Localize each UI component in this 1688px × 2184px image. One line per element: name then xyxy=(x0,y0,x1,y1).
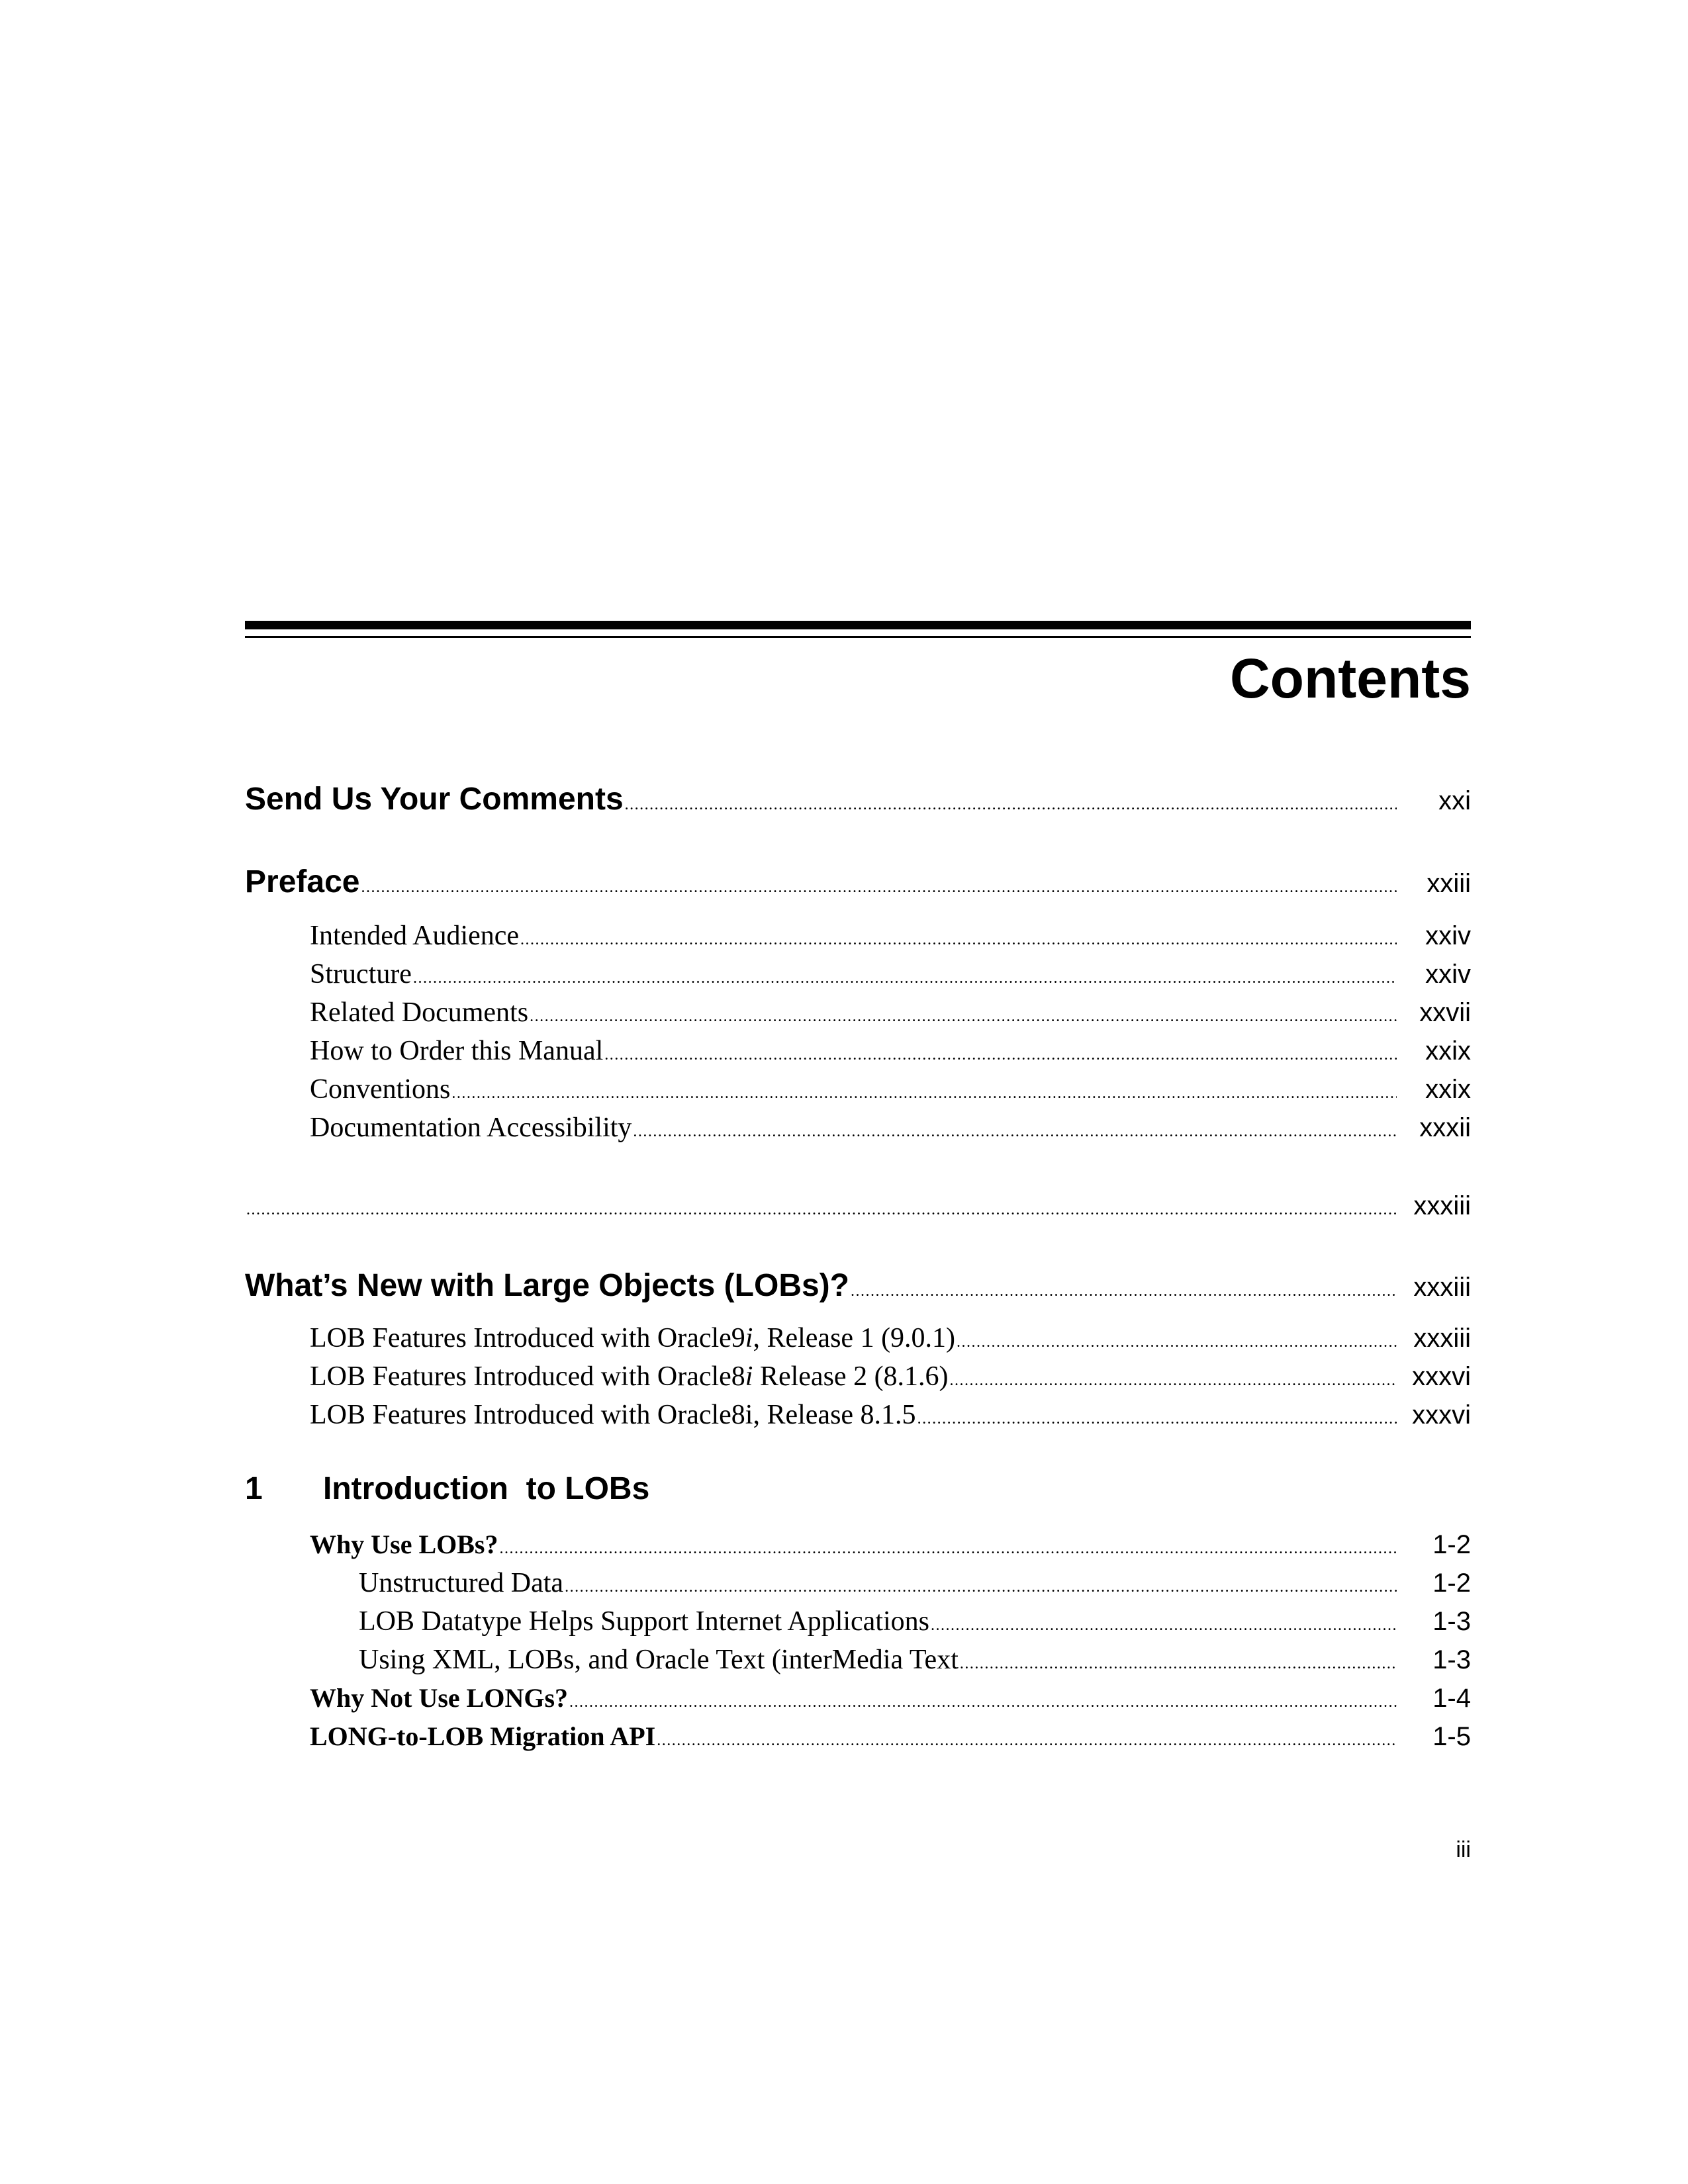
toc-entry-label: Why Not Use LONGs? xyxy=(310,1683,569,1713)
toc-entry-related-documents[interactable] xyxy=(310,997,1471,1028)
dot-leader xyxy=(957,1334,1397,1351)
toc-page-number: xxxii xyxy=(1419,1113,1471,1142)
dot-leader xyxy=(931,1617,1397,1635)
header-rule-thick xyxy=(245,621,1471,629)
toc-page-number: 1-2 xyxy=(1432,1569,1471,1598)
dot-leader xyxy=(960,1655,1397,1673)
toc-page-number: xxxvi xyxy=(1412,1362,1471,1391)
page-title: Contents xyxy=(1230,647,1471,709)
dot-leader xyxy=(604,1046,1397,1064)
toc-entry-long-to-lob[interactable] xyxy=(310,1721,1471,1752)
page-folio: iii xyxy=(1456,1837,1471,1862)
dot-leader xyxy=(361,879,1397,897)
dot-leader xyxy=(633,1123,1397,1141)
toc-page-number: xxvii xyxy=(1419,998,1471,1027)
toc-page-number: xxiv xyxy=(1425,960,1471,989)
toc-entry-documentation-accessibility[interactable] xyxy=(310,1112,1471,1144)
toc-page-number: 1-4 xyxy=(1432,1684,1471,1713)
toc-page-number: 1-3 xyxy=(1432,1607,1471,1636)
toc-entry-label: Send Us Your Comments xyxy=(245,782,624,817)
dot-leader xyxy=(851,1283,1397,1300)
dot-leader xyxy=(500,1540,1397,1558)
chapter-title: Introduction to LOBs xyxy=(323,1471,650,1506)
toc-page-number: xxiii xyxy=(1427,869,1471,898)
toc-entry-label: LOB Features Introduced with Oracle8i Release 2 (8.1.6) xyxy=(310,1361,949,1392)
toc-entry-structure[interactable] xyxy=(310,958,1471,990)
toc-page-number: xxxiii xyxy=(1413,1324,1471,1353)
toc-entry-lob-features-816[interactable] xyxy=(310,1361,1471,1392)
toc-entry-lob-features-9i[interactable] xyxy=(310,1322,1471,1354)
toc-entry-label: Conventions xyxy=(310,1074,451,1105)
toc-entry-label: LOB Features Introduced with Oracle9i, Release 1 (9.0.1) xyxy=(310,1323,956,1353)
dot-leader xyxy=(569,1694,1397,1711)
toc-entry-conventions[interactable] xyxy=(310,1073,1471,1105)
dot-leader xyxy=(950,1372,1397,1390)
dot-leader xyxy=(565,1578,1397,1596)
toc-entry-how-to-order[interactable] xyxy=(310,1035,1471,1067)
toc-entry-using-xml[interactable] xyxy=(359,1644,1471,1676)
dot-leader xyxy=(625,796,1397,814)
toc-entry-preface[interactable] xyxy=(245,864,1471,900)
toc-page-number: xxxvi xyxy=(1412,1400,1471,1430)
toc-entry-label: Why Use LOBs? xyxy=(310,1529,498,1559)
toc-page-number: xxxiii xyxy=(1413,1191,1471,1220)
toc-page-number: 1-5 xyxy=(1432,1722,1471,1751)
dot-leader xyxy=(413,970,1397,987)
toc-entry-unstructured-data[interactable] xyxy=(359,1567,1471,1599)
toc-entry-label: LOB Datatype Helps Support Internet Applications xyxy=(359,1606,930,1637)
toc-page-number: xxiv xyxy=(1425,921,1471,950)
dot-leader xyxy=(917,1410,1397,1428)
toc-page-number: 1-2 xyxy=(1432,1530,1471,1559)
toc-entry-label: What’s New with Large Objects (LOBs)? xyxy=(245,1268,849,1303)
toc-entry-label: LONG-to-LOB Migration API xyxy=(310,1721,656,1751)
toc-entry-label: Documentation Accessibility xyxy=(310,1113,632,1143)
toc-entry-why-use-lobs[interactable] xyxy=(310,1529,1471,1560)
toc-entry-label: Preface xyxy=(245,864,360,899)
header-rule-thin xyxy=(245,636,1471,638)
toc-page-number: xxi xyxy=(1438,786,1471,815)
toc-entry-lob-features-815[interactable] xyxy=(310,1399,1471,1431)
dot-leader xyxy=(530,1008,1397,1026)
dot-leader xyxy=(520,931,1397,949)
toc-page-number: xxix xyxy=(1425,1075,1471,1104)
dot-leader xyxy=(246,1201,1397,1219)
dot-leader xyxy=(451,1085,1397,1103)
toc-entry-intended-audience[interactable] xyxy=(310,920,1471,952)
toc-entry-label: How to Order this Manual xyxy=(310,1036,604,1066)
chapter-number: 1 xyxy=(245,1471,263,1506)
toc-entry-untitled[interactable] xyxy=(245,1191,1471,1221)
toc-entry-label: Structure xyxy=(310,959,412,989)
toc-entry-send-comments[interactable] xyxy=(245,781,1471,817)
toc-entry-label: Unstructured Data xyxy=(359,1568,564,1598)
toc-entry-label: LOB Features Introduced with Oracle8i, Release 8.1.5 xyxy=(310,1400,916,1430)
toc-page-number: xxxiii xyxy=(1413,1273,1471,1302)
toc-page-number: xxix xyxy=(1425,1036,1471,1066)
dot-leader xyxy=(657,1732,1397,1750)
toc-entry-label: Intended Audience xyxy=(310,921,520,951)
toc-entry-label: Using XML, LOBs, and Oracle Text (interMedia Text xyxy=(359,1645,959,1675)
toc-entry-label: Related Documents xyxy=(310,997,529,1028)
toc-page-number: 1-3 xyxy=(1432,1645,1471,1674)
toc-entry-lob-datatype[interactable] xyxy=(359,1606,1471,1637)
toc-entry-why-not-longs[interactable] xyxy=(310,1682,1471,1713)
chapter-heading[interactable] xyxy=(245,1471,649,1507)
toc-entry-whats-new[interactable] xyxy=(245,1267,1471,1304)
